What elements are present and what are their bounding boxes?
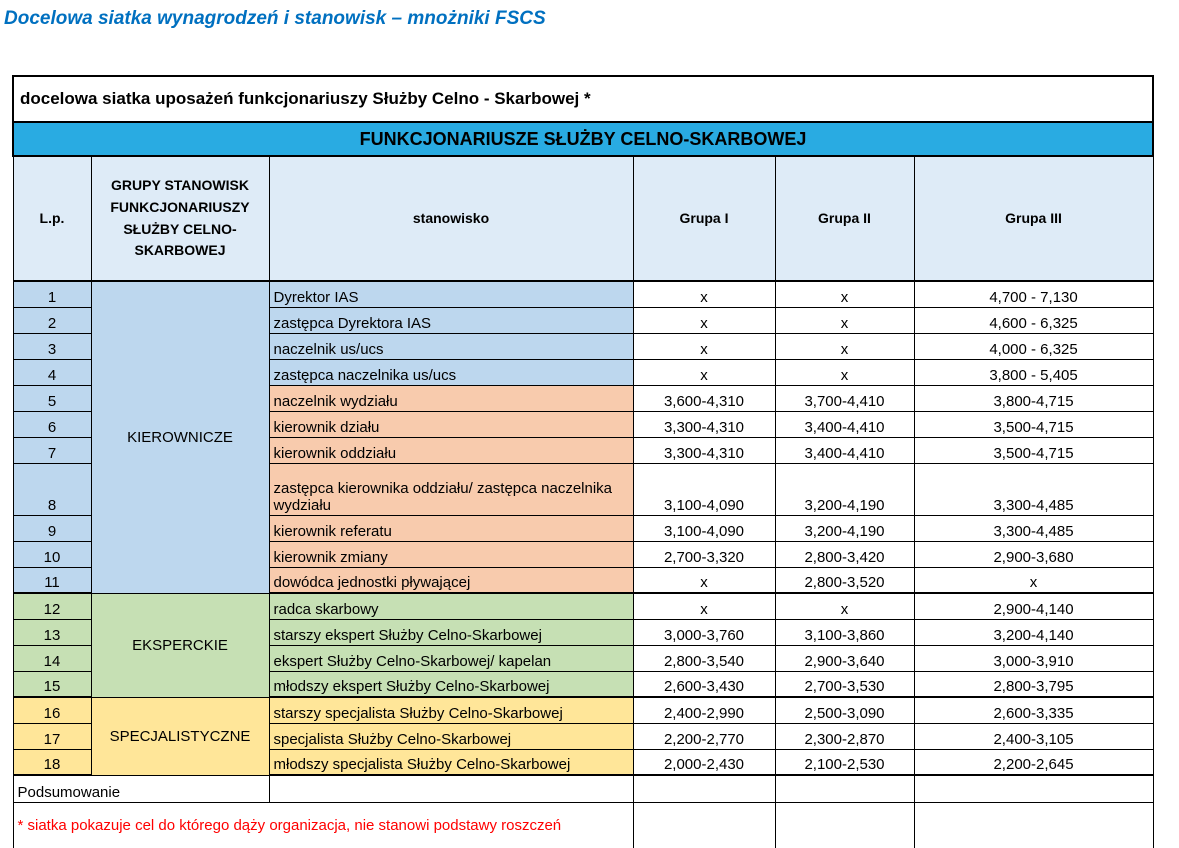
value-cell-grupa1: 3,600-4,310	[633, 385, 775, 411]
value-cell-grupa2: 3,200-4,190	[775, 515, 914, 541]
group-label: SPECJALISTYCZNE	[91, 697, 269, 775]
position-cell: starszy specjalista Służby Celno-Skarbowej	[269, 697, 633, 723]
value-cell-grupa3: 3,200-4,140	[914, 619, 1153, 645]
value-cell-grupa3: 3,500-4,715	[914, 437, 1153, 463]
value-cell-grupa3: 2,200-2,645	[914, 749, 1153, 775]
value-cell-grupa1: 3,300-4,310	[633, 411, 775, 437]
row-number: 12	[13, 593, 91, 619]
row-number: 7	[13, 437, 91, 463]
position-cell: kierownik oddziału	[269, 437, 633, 463]
row-number: 17	[13, 723, 91, 749]
col-header-grupa2: Grupa II	[775, 156, 914, 281]
table-row	[13, 281, 1153, 307]
value-cell-grupa2: 3,400-4,410	[775, 411, 914, 437]
value-cell-grupa3: 2,400-3,105	[914, 723, 1153, 749]
value-cell-grupa2: x	[775, 307, 914, 333]
group-label: EKSPERCKIE	[91, 593, 269, 697]
value-cell-grupa2: 3,400-4,410	[775, 437, 914, 463]
page-title: Docelowa siatka wynagrodzeń i stanowisk – mnożniki FSCS	[4, 8, 546, 29]
value-cell-grupa1: 3,100-4,090	[633, 515, 775, 541]
col-header-position: stanowisko	[269, 156, 633, 281]
value-cell-grupa3: x	[914, 567, 1153, 593]
position-cell: starszy ekspert Służby Celno-Skarbowej	[269, 619, 633, 645]
value-cell-grupa2: 2,500-3,090	[775, 697, 914, 723]
value-cell-grupa1: 2,700-3,320	[633, 541, 775, 567]
value-cell-grupa2: x	[775, 593, 914, 619]
position-cell: kierownik zmiany	[269, 541, 633, 567]
value-cell-grupa2: 3,200-4,190	[775, 463, 914, 515]
table-row	[13, 697, 1153, 723]
value-cell-grupa2: 2,700-3,530	[775, 671, 914, 697]
value-cell-grupa3: 3,300-4,485	[914, 515, 1153, 541]
value-cell-grupa3: 3,800 - 5,405	[914, 359, 1153, 385]
salary-table	[12, 75, 1154, 848]
value-cell-grupa3: 2,900-3,680	[914, 541, 1153, 567]
position-cell: dowódca jednostki pływającej	[269, 567, 633, 593]
value-cell-grupa1: x	[633, 333, 775, 359]
value-cell-grupa1: 2,200-2,770	[633, 723, 775, 749]
table-caption: docelowa siatka uposażeń funkcjonariuszy Służby Celno - Skarbowej *	[13, 76, 1153, 122]
value-cell-grupa3: 2,900-4,140	[914, 593, 1153, 619]
grid-ghost-cell	[633, 775, 775, 802]
row-number: 10	[13, 541, 91, 567]
position-cell: zastępca naczelnika us/ucs	[269, 359, 633, 385]
value-cell-grupa1: 2,000-2,430	[633, 749, 775, 775]
row-number: 13	[13, 619, 91, 645]
position-cell: naczelnik us/ucs	[269, 333, 633, 359]
position-cell: naczelnik wydziału	[269, 385, 633, 411]
value-cell-grupa2: 2,800-3,420	[775, 541, 914, 567]
row-number: 5	[13, 385, 91, 411]
value-cell-grupa1: 2,600-3,430	[633, 671, 775, 697]
grid-ghost-cell	[775, 802, 914, 848]
footnote	[13, 802, 633, 848]
value-cell-grupa2: x	[775, 333, 914, 359]
position-cell: kierownik referatu	[269, 515, 633, 541]
value-cell-grupa1: 3,300-4,310	[633, 437, 775, 463]
group-label: KIEROWNICZE	[91, 281, 269, 593]
footnote-text: * siatka pokazuje cel do którego dąży organizacja, nie stanowi podstawy roszczeń	[17, 816, 562, 834]
value-cell-grupa1: x	[633, 593, 775, 619]
row-number: 15	[13, 671, 91, 697]
row-number: 2	[13, 307, 91, 333]
row-number: 18	[13, 749, 91, 775]
value-cell-grupa1: x	[633, 307, 775, 333]
grid-ghost-cell	[633, 802, 775, 848]
value-cell-grupa3: 3,500-4,715	[914, 411, 1153, 437]
col-header-group: GRUPY STANOWISK FUNKCJONARIUSZY SŁUŻBY CELNO-SKARBOWEJ	[91, 156, 269, 281]
value-cell-grupa3: 4,600 - 6,325	[914, 307, 1153, 333]
value-cell-grupa1: 2,400-2,990	[633, 697, 775, 723]
row-number: 14	[13, 645, 91, 671]
summary-empty-cell	[269, 775, 633, 802]
grid-ghost-cell	[914, 802, 1153, 848]
row-number: 8	[13, 463, 91, 515]
value-cell-grupa2: x	[775, 281, 914, 307]
position-cell: kierownik działu	[269, 411, 633, 437]
col-header-lp: L.p.	[13, 156, 91, 281]
value-cell-grupa1: 2,800-3,540	[633, 645, 775, 671]
value-cell-grupa3: 2,800-3,795	[914, 671, 1153, 697]
summary-label: Podsumowanie	[13, 775, 269, 802]
row-number: 11	[13, 567, 91, 593]
col-header-grupa3: Grupa III	[914, 156, 1153, 281]
position-cell: młodszy specjalista Służby Celno-Skarbowej	[269, 749, 633, 775]
value-cell-grupa2: 3,700-4,410	[775, 385, 914, 411]
value-cell-grupa2: 2,300-2,870	[775, 723, 914, 749]
value-cell-grupa3: 3,800-4,715	[914, 385, 1153, 411]
value-cell-grupa3: 4,700 - 7,130	[914, 281, 1153, 307]
position-cell: ekspert Służby Celno-Skarbowej/ kapelan	[269, 645, 633, 671]
value-cell-grupa2: 2,800-3,520	[775, 567, 914, 593]
value-cell-grupa3: 4,000 - 6,325	[914, 333, 1153, 359]
row-number: 6	[13, 411, 91, 437]
value-cell-grupa1: x	[633, 359, 775, 385]
column-header-row	[13, 156, 1153, 281]
position-cell: młodszy ekspert Służby Celno-Skarbowej	[269, 671, 633, 697]
table-banner: FUNKCJONARIUSZE SŁUŻBY CELNO-SKARBOWEJ	[13, 122, 1153, 156]
value-cell-grupa3: 2,600-3,335	[914, 697, 1153, 723]
grid-ghost-cell	[775, 775, 914, 802]
position-cell: zastępca kierownika oddziału/ zastępca naczelnika wydziału	[269, 463, 633, 515]
row-number: 3	[13, 333, 91, 359]
row-number: 9	[13, 515, 91, 541]
summary-row	[13, 775, 1153, 802]
caption-row	[13, 76, 1153, 122]
value-cell-grupa1: 3,000-3,760	[633, 619, 775, 645]
value-cell-grupa3: 3,300-4,485	[914, 463, 1153, 515]
position-cell: radca skarbowy	[269, 593, 633, 619]
value-cell-grupa1: 3,100-4,090	[633, 463, 775, 515]
grid-ghost-cell	[914, 775, 1153, 802]
position-cell: zastępca Dyrektora IAS	[269, 307, 633, 333]
value-cell-grupa2: x	[775, 359, 914, 385]
value-cell-grupa1: x	[633, 567, 775, 593]
row-number: 1	[13, 281, 91, 307]
value-cell-grupa1: x	[633, 281, 775, 307]
grid-body	[13, 281, 1153, 775]
row-number: 4	[13, 359, 91, 385]
value-cell-grupa3: 3,000-3,910	[914, 645, 1153, 671]
value-cell-grupa2: 2,900-3,640	[775, 645, 914, 671]
position-cell: Dyrektor IAS	[269, 281, 633, 307]
value-cell-grupa2: 2,100-2,530	[775, 749, 914, 775]
value-cell-grupa2: 3,100-3,860	[775, 619, 914, 645]
row-number: 16	[13, 697, 91, 723]
table-row	[13, 593, 1153, 619]
position-cell: specjalista Służby Celno-Skarbowej	[269, 723, 633, 749]
col-header-grupa1: Grupa I	[633, 156, 775, 281]
banner-row	[13, 122, 1153, 156]
footnote-row	[13, 802, 1153, 848]
